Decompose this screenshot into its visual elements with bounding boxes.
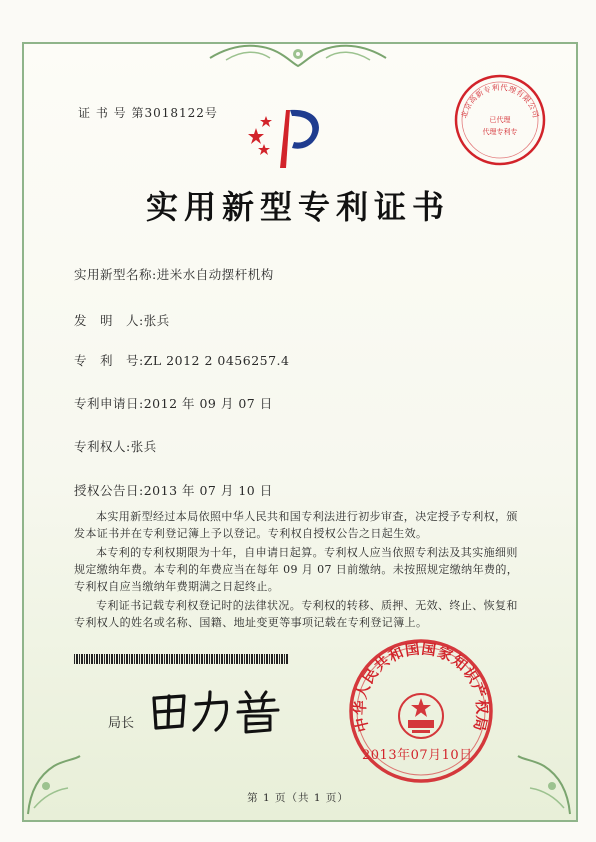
page-number: 第 1 页（共 1 页）	[247, 792, 349, 804]
body-paragraph-3: 专利证书记载专利权登记时的法律状况。专利权的转移、质押、无效、终止、恢复和专利权人的姓名或名称、国籍、地址变更等事项记载在专利登记簿上。	[74, 599, 518, 629]
top-ornament	[206, 40, 390, 70]
svg-text:代理专利专: 代理专利专	[482, 128, 518, 136]
director-label: 局长	[108, 716, 135, 731]
inventor-field	[74, 311, 170, 329]
patent-number-label: 专 利 号:	[74, 353, 144, 368]
patentee-value: 张兵	[130, 439, 157, 454]
sipo-logo-icon	[246, 100, 326, 172]
body-paragraph-2: 本专利的专利权期限为十年，自申请日起算。专利权人应当依照专利法及其实施细则规定缴纳年费。本专利的年费应当在每年 09 月 07 日前缴纳。未按照规定缴纳年费的，专利权自应当缴纳年费期满之日起终止。	[74, 546, 519, 593]
filing-date-field	[74, 394, 273, 412]
patentee-label: 专利权人:	[74, 439, 131, 454]
national-emblem-icon	[399, 694, 443, 738]
grant-date-value: 2013 年 07 月 10 日	[143, 483, 273, 498]
svg-text:已代理: 已代理	[489, 116, 511, 124]
svg-text:中华人民共和国国家知识产权局: 中华人民共和国国家知识产权局	[352, 641, 490, 734]
svg-text:北京高新专利代理有限公司: 北京高新专利代理有限公司	[459, 82, 541, 120]
grant-date-field	[74, 481, 273, 499]
state-ipo-seal-stamp	[346, 636, 496, 786]
body-paragraph-1: 本实用新型经过本局依照中华人民共和国专利法进行初步审查，决定授予专利权，颁发本证书并在专利登记簿上予以登记。专利权自授权公告之日起生效。	[74, 510, 518, 540]
corner-ornament-bottom-left	[24, 752, 84, 818]
patentee-field	[74, 437, 157, 455]
page-title: 实用新型专利证书	[145, 188, 450, 226]
barcode	[74, 654, 288, 664]
utility-name-label: 实用新型名称:	[74, 267, 157, 282]
inventor-label: 发 明 人:	[74, 313, 144, 328]
certificate-number: 证 书 号 第3018122号	[78, 106, 218, 120]
filing-date-label: 专利申请日:	[74, 396, 144, 411]
patent-number-field	[74, 351, 290, 369]
utility-name-value: 进米水自动摆杆机构	[156, 267, 274, 282]
seal-date: 2013年07月10日	[362, 748, 473, 763]
filing-date-value: 2012 年 09 月 07 日	[143, 396, 273, 411]
agency-seal-stamp	[452, 72, 548, 168]
director-signature	[150, 688, 290, 734]
utility-name-field	[74, 265, 274, 283]
inventor-value: 张兵	[143, 313, 170, 328]
corner-ornament-bottom-right	[514, 752, 574, 818]
patent-number-value: ZL 2012 2 0456257.4	[143, 353, 290, 368]
grant-date-label: 授权公告日:	[74, 483, 144, 498]
certificate-body-text	[74, 508, 526, 631]
